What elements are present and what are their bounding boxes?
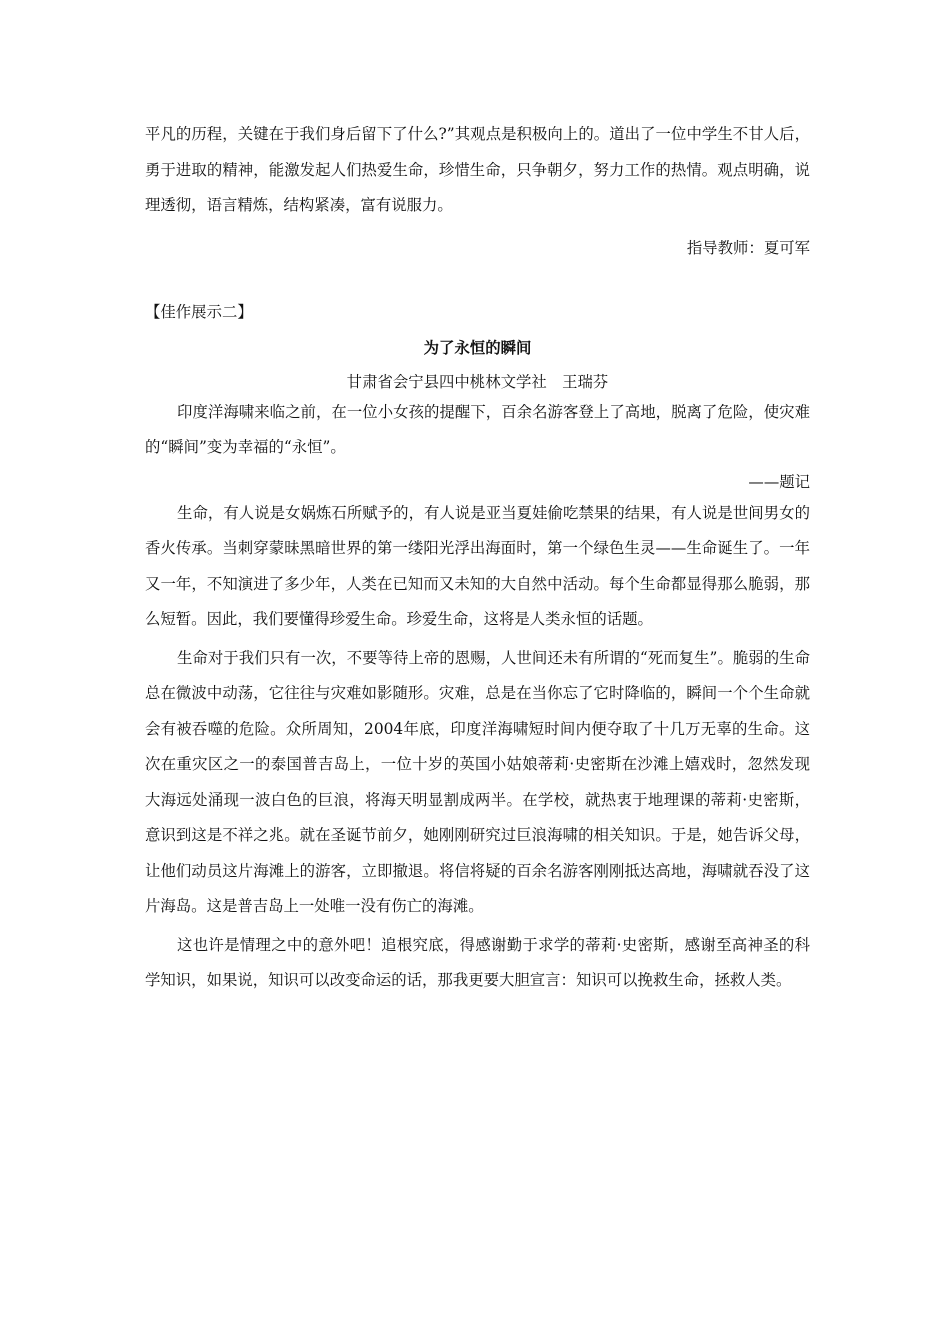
epigraph-tag: ——题记 — [748, 472, 810, 491]
essay-paragraph: 生命对于我们只有一次，不要等待上帝的恩赐，人世间还未有所谓的“死而复生”。脆弱的生命总在微波中动荡，它往往与灾难如影随形。灾难，总是在当你忘了它时降临的，瞬间一个个生命就会有被吞噬的危险。众所周知，2004年底，印度洋海啸短时间内便夺取了十几万无辜的生命。这次在重灾区之一的泰国普吉岛上，一位十岁的英国小姑娘蒂莉·史密斯在沙滩上嬉戏时，忽然发现大海远处涌现一波白色的巨浪，将海天明显割成两半。在学校，就热衷于地理课的蒂莉·史密斯，意识到这是不祥之兆。就在圣诞节前夕，她刚刚研究过巨浪海啸的相关知识。于是，她告诉父母，让他们动员这片海滩上的游客，立即撤退。将信将疑的百余名游客刚刚抵达高地，海啸就吞没了这片海岛。这是普吉岛上一处唯一没有伤亡的海滩。 — [145, 648, 810, 915]
previous-review-text: 平凡的历程，关键在于我们身后留下了什么?”其观点是积极向上的。道出了一位中学生不甘人后，勇于进取的精神，能激发起人们热爱生命，珍惜生命，只争朝夕，努力工作的热情。观点明确，说理透彻，语言精炼，结构紧凑，富有说服力。 — [145, 125, 810, 214]
essay-title: 为了永恒的瞬间 — [423, 338, 532, 357]
instructor-signature: 指导教师：夏可军 — [686, 238, 810, 257]
essay-paragraph: 这也许是情理之中的意外吧！追根究底，得感谢勤于求学的蒂莉·史密斯，感谢至高神圣的科学知识，如果说，知识可以改变命运的话，那我更要大胆宣言：知识可以挽救生命，拯救人类。 — [145, 935, 810, 989]
document-page — [145, 121, 810, 999]
essay-paragraph: 生命，有人说是女娲炼石所赋予的，有人说是亚当夏娃偷吃禁果的结果，有人说是世间男女的香火传承。当刺穿蒙昧黑暗世界的第一缕阳光浮出海面时，第一个绿色生灵——生命诞生了。一年又一年，不知演进了多少年，人类在已知而又未知的大自然中活动。每个生命都显得那么脆弱，那么短暂。因此，我们要懂得珍爱生命。珍爱生命，这将是人类永恒的话题。 — [145, 503, 810, 628]
essay-epigraph: 印度洋海啸来临之前，在一位小女孩的提醒下，百余名游客登上了高地，脱离了危险，使灾难的“瞬间”变为幸福的“永恒”。 — [145, 402, 810, 456]
essay-author: 甘肃省会宁县四中桃林文学社 王瑞芬 — [346, 372, 609, 391]
showcase-label: 【佳作展示二】 — [145, 302, 253, 321]
